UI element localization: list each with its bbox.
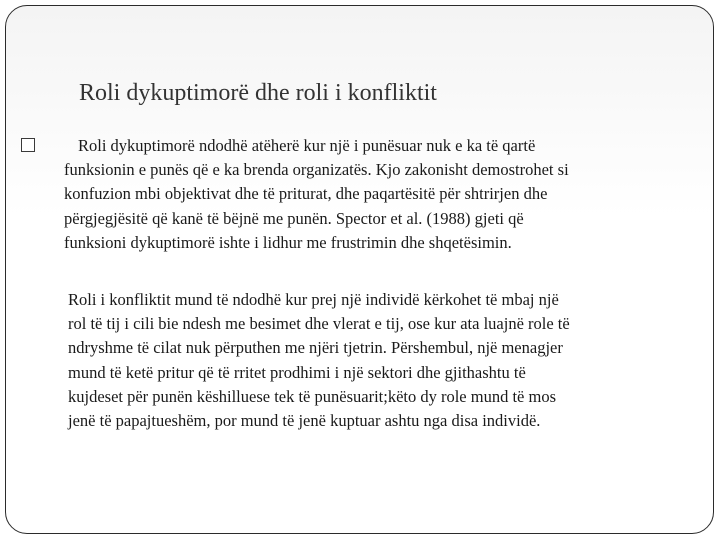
paragraph-line: mund të ketë pritur që të rritet prodhimi i një sektori dhe gjithashtu të bbox=[68, 362, 526, 382]
paragraph-line: jenë të papajtueshëm, por mund të jenë kuptuar ashtu nga disa individë. bbox=[68, 411, 541, 431]
paragraph-line: përgjegjësitë që kanë të bëjnë me punën. Spector et al. (1988) gjeti që bbox=[64, 208, 524, 228]
paragraph-line: funksionin e punës që e ka brenda organizatës. Kjo zakonisht demostrohet si bbox=[64, 160, 569, 180]
slide-title: Roli dykuptimorë dhe roli i konfliktit bbox=[79, 80, 437, 106]
paragraph-line: Roli i konfliktit mund të ndodhë kur prej një individë kërkohet të mbaj një bbox=[68, 290, 559, 309]
paragraph-line: konfuzion mbi objektivat dhe të priturat, dhe paqartësitë për shtrirjen dhe bbox=[64, 184, 548, 204]
paragraph-line: kujdeset për punën këshilluese tek të punësuarit;këto dy role mund të mos bbox=[68, 386, 557, 406]
bullet-box-icon bbox=[21, 138, 35, 152]
slide-frame bbox=[5, 5, 714, 534]
paragraph-line: funksioni dykuptimorë ishte i lidhur me frustrimin dhe shqetësimin. bbox=[64, 232, 512, 252]
paragraph-role-ambiguity bbox=[64, 134, 696, 255]
paragraph-line: Roli dykuptimorë ndodhë atëherë kur një i punësuar nuk e ka të qartë bbox=[78, 136, 536, 155]
paragraph-role-conflict bbox=[68, 288, 700, 433]
paragraph-line: rol të tij i cili bie ndesh me besimet dhe vlerat e tij, ose kur ata luajnë role të bbox=[68, 314, 570, 334]
paragraph-line: ndryshme të cilat nuk përputhen me njëri tjetrin. Përshembul, një menagjer bbox=[68, 338, 563, 358]
